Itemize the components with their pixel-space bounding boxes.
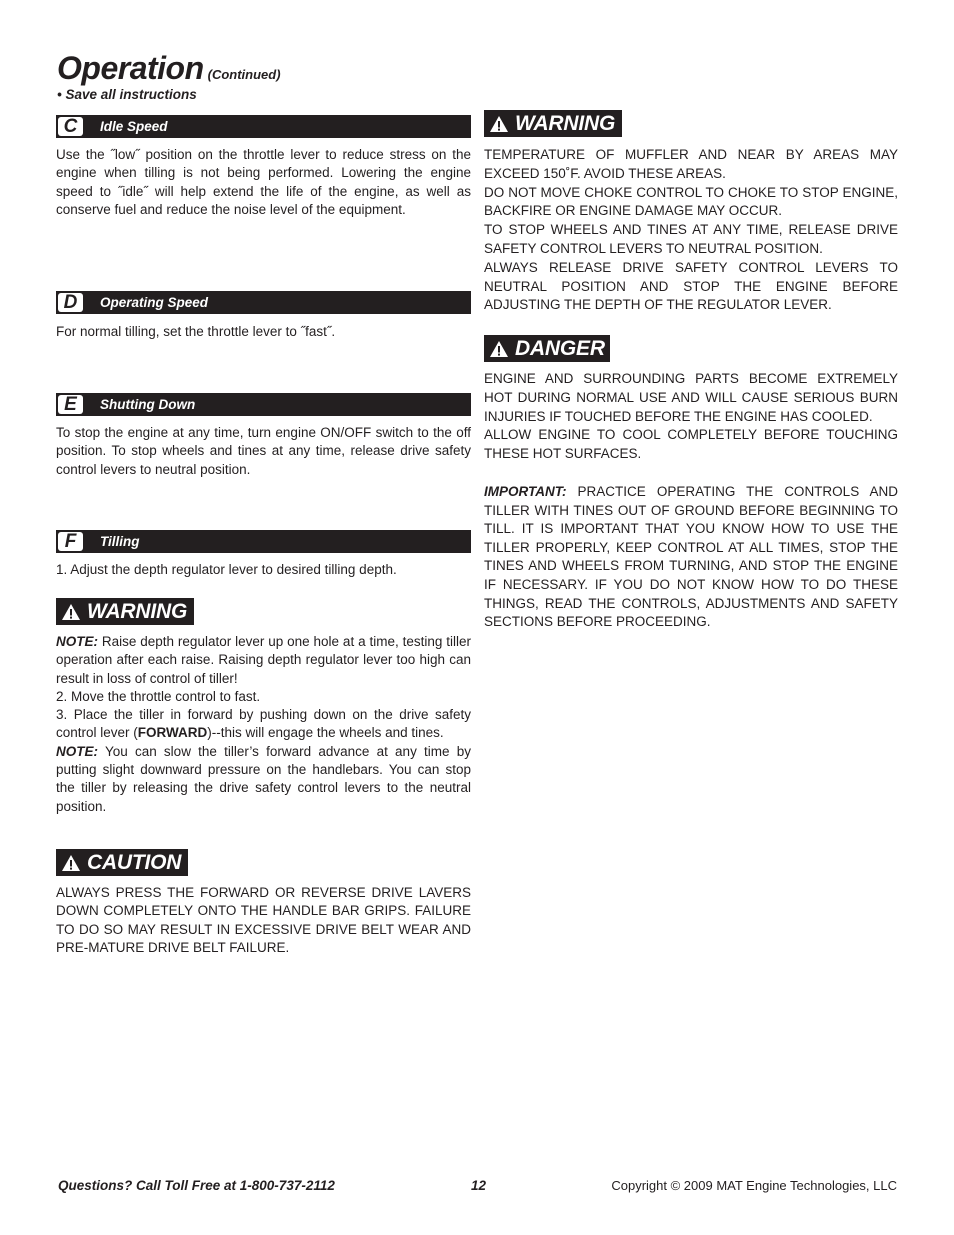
step-3-text-a: 3. Place the tiller in forward by pushing down on the drive safety control lever ( [56, 707, 471, 741]
warning-body [484, 146, 898, 315]
section-header-tilling [56, 530, 471, 553]
section-letter-e: E [58, 395, 83, 414]
idle-speed-text: Use the ˝low˝ position on the throttle lever to reduce stress on the engine when tilling is not being performed. Lowering the engine speed to ˝idle˝ will help extend the life of the engine, as well as conserve fuel and reduce the noise level of the equipment. [56, 147, 471, 217]
warning-line: TEMPERATURE OF MUFFLER AND NEAR BY AREAS MAY EXCEED 150˚F. AVOID THESE AREAS. [484, 147, 898, 181]
page-title [57, 50, 281, 87]
caution-banner [56, 849, 188, 876]
note-slow-advance [56, 743, 471, 816]
tilling-step-3 [56, 706, 471, 743]
danger-body [484, 370, 898, 464]
section-title-operating-speed: Operating Speed [100, 295, 209, 310]
warning-label: WARNING [87, 599, 188, 623]
section-letter-d: D [58, 293, 83, 312]
warning-line: ALWAYS RELEASE DRIVE SAFETY CONTROL LEVERS TO NEUTRAL POSITION AND STOP THE ENGINE BEFORE ADJUSTING THE DEPTH OF THE REGULATOR LEVER. [484, 259, 898, 313]
operating-speed-body [56, 323, 471, 341]
tilling-step-1 [56, 561, 471, 579]
warning-triangle-icon [61, 603, 81, 621]
important-label: IMPORTANT: [484, 484, 567, 499]
footer-copyright: Copyright © 2009 MAT Engine Technologies, LLC [611, 1178, 897, 1193]
important-text: PRACTICE OPERATING THE CONTROLS AND TILLER WITH TINES OUT OF GROUND BEFORE BEGINNING TO TILL. IT IS IMPORTANT THAT YOU KNOW HOW TO USE THE TILLER PROPERLY, KEEP CONTROL AT ALL TIMES, STOP THE TINES AND WHEELS FROM TURNING, AND STOP THE ENGINE IF NECESSARY. IF YOU DO NOT KNOW HOW TO DO THESE THINGS, READ THE CONTROLS, ADJUSTMENTS AND SAFETY SECTIONS BEFORE PROCEEDING. [484, 484, 898, 630]
title-main: Operation [57, 50, 204, 86]
warning-triangle-icon [489, 115, 509, 133]
save-instructions-note: • Save all instructions [57, 87, 197, 102]
note-label: NOTE: [56, 743, 98, 759]
warning-triangle-icon [61, 854, 81, 872]
section-letter-f: F [58, 532, 83, 551]
step-3-forward: FORWARD [137, 725, 208, 741]
operating-speed-text: For normal tilling, set the throttle lever to ˝fast˝. [56, 324, 336, 339]
tilling-warning-banner [56, 598, 194, 625]
section-letter-c: C [58, 117, 83, 136]
section-header-operating-speed [56, 291, 471, 314]
danger-line: ENGINE AND SURROUNDING PARTS BECOME EXTREMELY HOT DURING NORMAL USE AND WILL CAUSE SERIOUS BURN INJURIES IF TOUCHED BEFORE THE ENGINE HAS COOLED. [484, 371, 898, 424]
warning-triangle-icon [489, 340, 509, 358]
danger-line: ALLOW ENGINE TO COOL COMPLETELY BEFORE TOUCHING THESE HOT SURFACES. [484, 427, 898, 462]
tilling-step-1-text: 1. Adjust the depth regulator lever to desired tilling depth. [56, 562, 397, 577]
note-raise-depth [56, 633, 471, 688]
step-3-text-b: )--this will engage the wheels and tines. [207, 725, 444, 741]
danger-label: DANGER [515, 336, 605, 360]
important-paragraph [484, 483, 898, 632]
warning-line: DO NOT MOVE CHOKE CONTROL TO CHOKE TO STOP ENGINE, BACKFIRE OR ENGINE DAMAGE MAY OCCUR. [484, 184, 898, 219]
danger-banner [484, 335, 610, 362]
caution-label: CAUTION [87, 850, 182, 874]
muffler-warning-banner [484, 110, 622, 137]
warning-line: TO STOP WHEELS AND TINES AT ANY TIME, RELEASE DRIVE SAFETY CONTROL LEVERS TO NEUTRAL POSITION. [484, 222, 898, 256]
section-title-idle-speed: Idle Speed [100, 119, 168, 134]
note-raise-depth-text: Raise depth regulator lever up one hole at a time, testing tiller operation after each raise. Raising depth regulator lever too high can result in loss of control of tiller! [56, 634, 471, 686]
tilling-instructions [56, 633, 471, 816]
shutting-down-text: To stop the engine at any time, turn engine ON/OFF switch to the off position. To stop wheels and tines at any time, release drive safety control levers to neutral position. [56, 425, 471, 477]
section-header-idle-speed [56, 115, 471, 138]
caution-text: ALWAYS PRESS THE FORWARD OR REVERSE DRIVE LAVERS DOWN COMPLETELY ONTO THE HANDLE BAR GRIPS. FAILURE TO DO SO MAY RESULT IN EXCESSIVE DRIVE BELT WEAR AND PRE-MATURE DRIVE BELT FAILURE. [56, 885, 471, 955]
note-slow-advance-text: You can slow the tiller’s forward advance at any time by putting slight downward pressure on the handlebars. You can stop the tiller by releasing the drive safety control levers to the neutral position. [56, 743, 471, 814]
section-title-tilling: Tilling [100, 534, 140, 549]
page-number: 12 [471, 1178, 487, 1193]
title-continued: (Continued) [207, 67, 281, 82]
idle-speed-body [56, 146, 471, 219]
section-header-shutting-down [56, 393, 471, 416]
note-label: NOTE: [56, 634, 98, 649]
section-title-shutting-down: Shutting Down [100, 397, 196, 412]
shutting-down-body [56, 424, 471, 479]
tilling-step-2: 2. Move the throttle control to fast. [56, 688, 261, 704]
caution-body [56, 884, 471, 957]
important-body [484, 483, 898, 632]
footer-questions: Questions? Call Toll Free at 1-800-737-2112 [58, 1178, 335, 1193]
warning-label: WARNING [515, 111, 616, 135]
